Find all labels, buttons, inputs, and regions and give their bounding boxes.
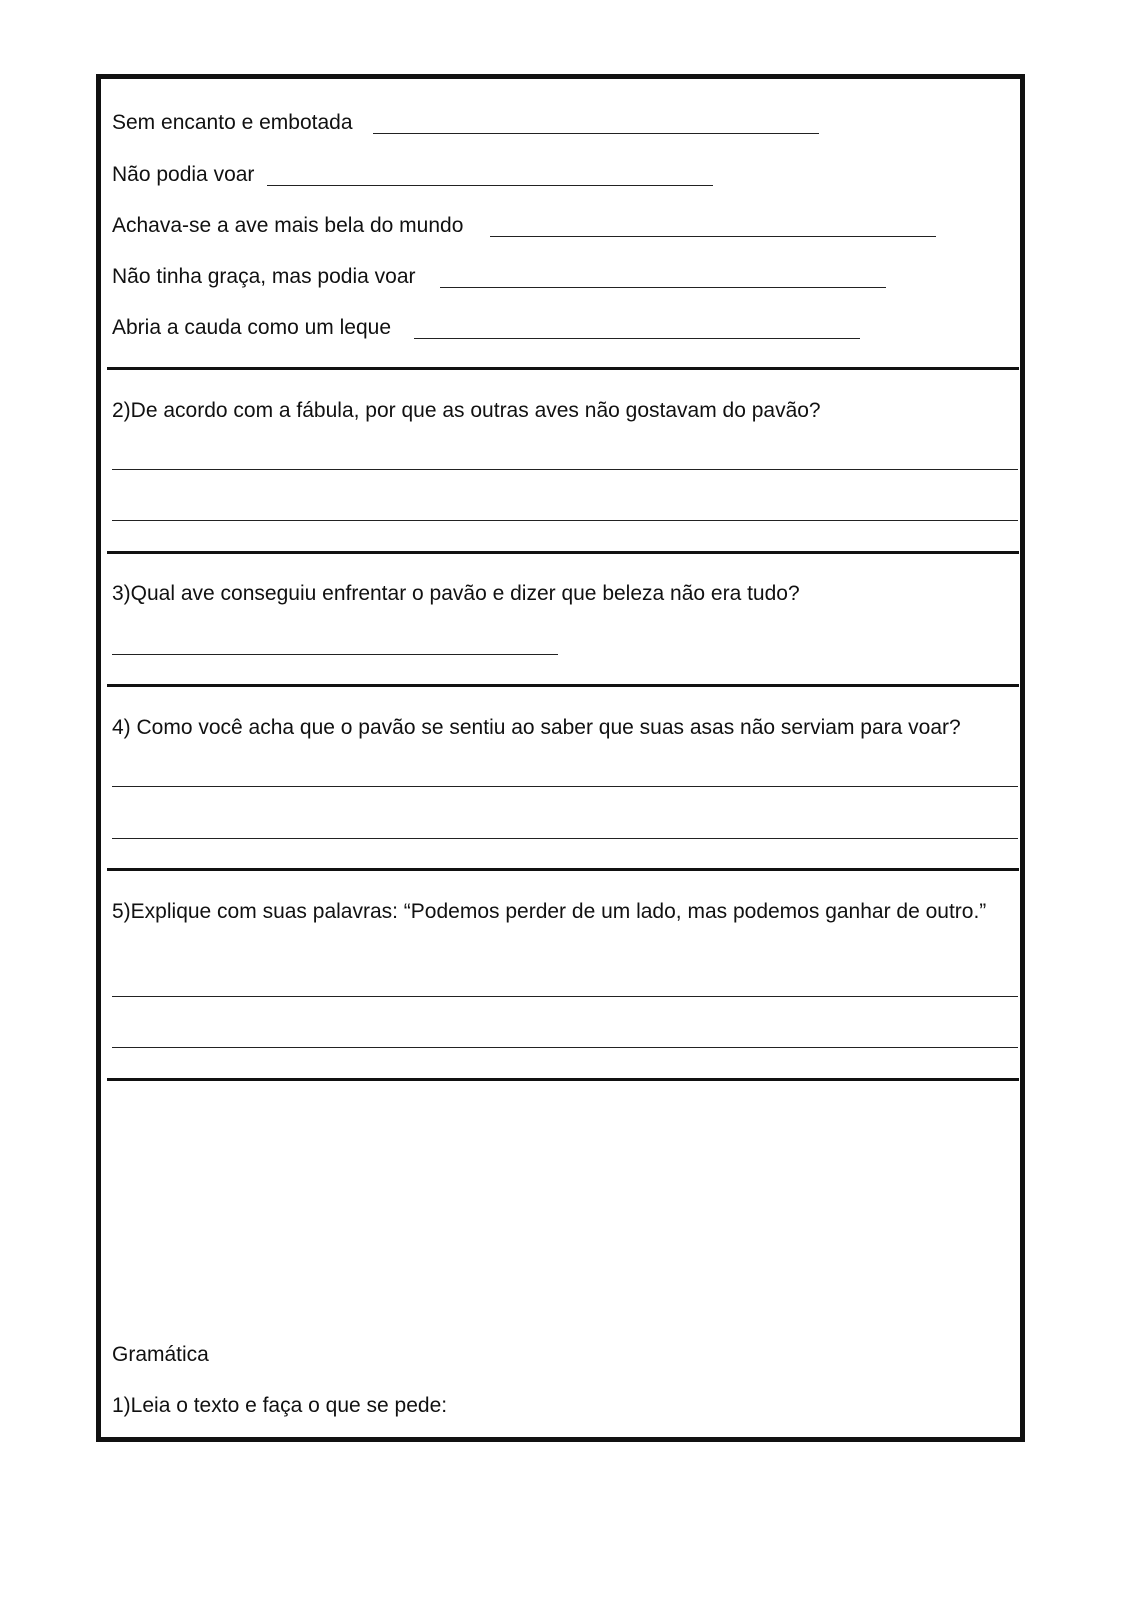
matching-item-3: Achava-se a ave mais bela do mundo [112, 214, 464, 237]
matching-item-5: Abria a cauda como um leque [112, 316, 391, 339]
answer-line[interactable] [112, 520, 1018, 521]
section-divider [107, 367, 1019, 370]
question-5: 5)Explique com suas palavras: “Podemos perder de um lado, mas podemos ganhar de outro.” [112, 900, 987, 923]
answer-blank-2[interactable] [267, 185, 713, 186]
section-divider [107, 551, 1019, 554]
answer-blank-3[interactable] [490, 236, 936, 237]
answer-blank-4[interactable] [440, 287, 886, 288]
grammar-instruction: 1)Leia o texto e faça o que se pede: [112, 1394, 448, 1417]
answer-blank-5[interactable] [414, 338, 860, 339]
matching-item-4: Não tinha graça, mas podia voar [112, 265, 416, 288]
answer-line[interactable] [112, 838, 1018, 839]
answer-line[interactable] [112, 786, 1018, 787]
section-divider [107, 1078, 1019, 1081]
matching-item-1: Sem encanto e embotada [112, 111, 353, 134]
answer-line[interactable] [112, 1047, 1018, 1048]
answer-line[interactable] [112, 469, 1018, 470]
grammar-heading: Gramática [112, 1343, 209, 1366]
worksheet-frame [96, 74, 1025, 1442]
section-divider [107, 868, 1019, 871]
answer-line[interactable] [112, 654, 558, 655]
matching-item-2: Não podia voar [112, 163, 255, 186]
answer-blank-1[interactable] [373, 133, 819, 134]
question-2: 2)De acordo com a fábula, por que as outras aves não gostavam do pavão? [112, 399, 821, 422]
question-4: 4) Como você acha que o pavão se sentiu ao saber que suas asas não serviam para voar? [112, 716, 961, 739]
section-divider [107, 684, 1019, 687]
question-3: 3)Qual ave conseguiu enfrentar o pavão e dizer que beleza não era tudo? [112, 582, 800, 605]
answer-line[interactable] [112, 996, 1018, 997]
